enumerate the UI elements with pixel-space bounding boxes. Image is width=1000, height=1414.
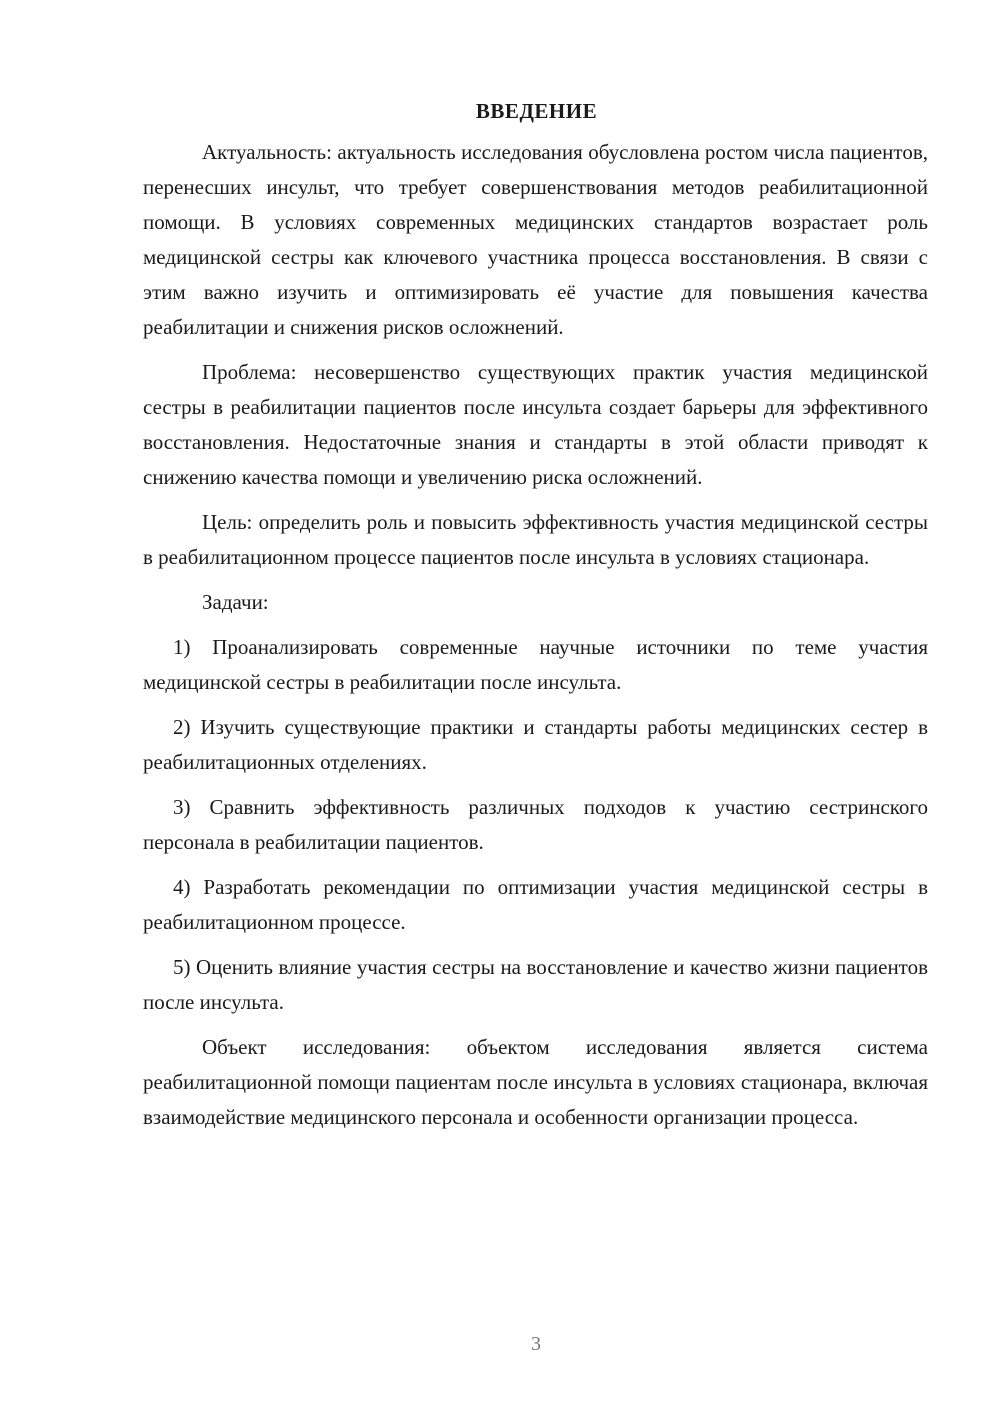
- task-item: 3) Сравнить эффективность различных подходов к участию сестринского персонала в реабилитации пациентов.: [143, 795, 928, 854]
- page-number: 3: [531, 1333, 541, 1355]
- task-item: 4) Разработать рекомендации по оптимизации участия медицинской сестры в реабилитационном процессе.: [143, 875, 928, 934]
- paragraph-problem: Проблема: несовершенство существующих практик участия медицинской сестры в реабилитации пациентов после инсульта создает барьеры для эффективного восстановления. Недостаточные знания и стандарты в этой области приводят к снижению качества помощи и увеличению риска осложнений.: [143, 360, 928, 489]
- paragraph-object: Объект исследования: объектом исследования является система реабилитационной помощи пациентам после инсульта в условиях стационара, включая взаимодействие медицинского персонала и особенности организации процесса.: [143, 1035, 928, 1129]
- task-item: 2) Изучить существующие практики и стандарты работы медицинских сестер в реабилитационных отделениях.: [143, 715, 928, 774]
- task-item: 1) Проанализировать современные научные источники по теме участия медицинской сестры в реабилитации после инсульта.: [143, 635, 928, 694]
- paragraph-goal: Цель: определить роль и повысить эффективность участия медицинской сестры в реабилитационном процессе пациентов после инсульта в условиях стационара.: [143, 510, 928, 569]
- task-item: 5) Оценить влияние участия сестры на восстановление и качество жизни пациентов после инсульта.: [143, 955, 928, 1014]
- paragraph-relevance: Актуальность: актуальность исследования обусловлена ростом числа пациентов, перенесших инсульт, что требует совершенствования методов реабилитационной помощи. В условиях современных медицинских стандартов возрастает роль медицинской сестры как ключевого участника процесса восстановления. В связи с этим важно изучить и оптимизировать её участие для повышения качества реабилитации и снижения рисков осложнений.: [143, 140, 928, 339]
- document-body: [143, 97, 928, 1135]
- tasks-label: Задачи:: [202, 590, 269, 614]
- page-title: ВВЕДЕНИЕ: [475, 99, 598, 123]
